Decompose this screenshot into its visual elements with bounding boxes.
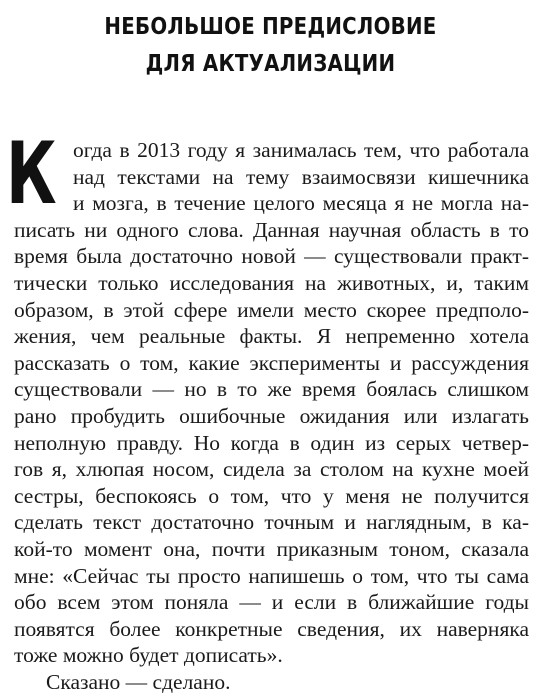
body-line: писать ни одного слова. Данная научная область в то [14, 217, 529, 242]
body-line: время была достаточно новой — существовали практ- [14, 244, 529, 269]
chapter-title-line-1: НЕБОЛЬШОЕ ПРЕДИСЛОВИЕ [104, 14, 437, 40]
body-line: существовали — но в то же время боялась слишком [14, 377, 529, 402]
body-line: сестры, беспокоясь о том, что у меня не получится [14, 483, 529, 508]
body-line: неполную правду. Но когда в один из серых четвер- [14, 430, 529, 455]
drop-cap: К [6, 124, 57, 224]
body-line: огда в 2013 году я занималась тем, что работала [73, 138, 529, 162]
body-line: рассказать о том, какие эксперименты и рассуждения [14, 350, 529, 375]
body-line: обо всем этом поняла — и если в ближайшие годы [14, 590, 529, 615]
body-line: над текстами на тему взаимосвязи кишечника [73, 164, 529, 189]
body-line: кой-то момент она, почти приказным тоном, сказала [14, 537, 529, 561]
body-line: тически только исследования на животных, и, таким [14, 271, 529, 295]
body-line: и мозга, в течение целого месяца я не могла на- [73, 191, 529, 216]
closing-line: Сказано — сделано. [46, 670, 231, 694]
body-line: появятся более конкретные сведения, их наверняка [14, 616, 529, 641]
body-line: мне: «Сейчас ты просто напишешь о том, что ты сама [14, 563, 529, 588]
body-line: тоже можно будет дописать». [14, 643, 283, 668]
body-line: гов я, хлюпая носом, сидела за столом на кухне моей [14, 457, 529, 482]
body-line: образом, в этой сфере имели место скорее предполо- [14, 297, 529, 322]
body-line: рано пробудить ошибочные ожидания или излагать [14, 404, 529, 428]
body-line: сделать текст достаточно точным и наглядным, в ка- [14, 510, 529, 535]
chapter-title-line-2: ДЛЯ АКТУАЛИЗАЦИИ [145, 51, 396, 77]
body-line: жения, чем реальные факты. Я непременно хотела [14, 324, 529, 349]
